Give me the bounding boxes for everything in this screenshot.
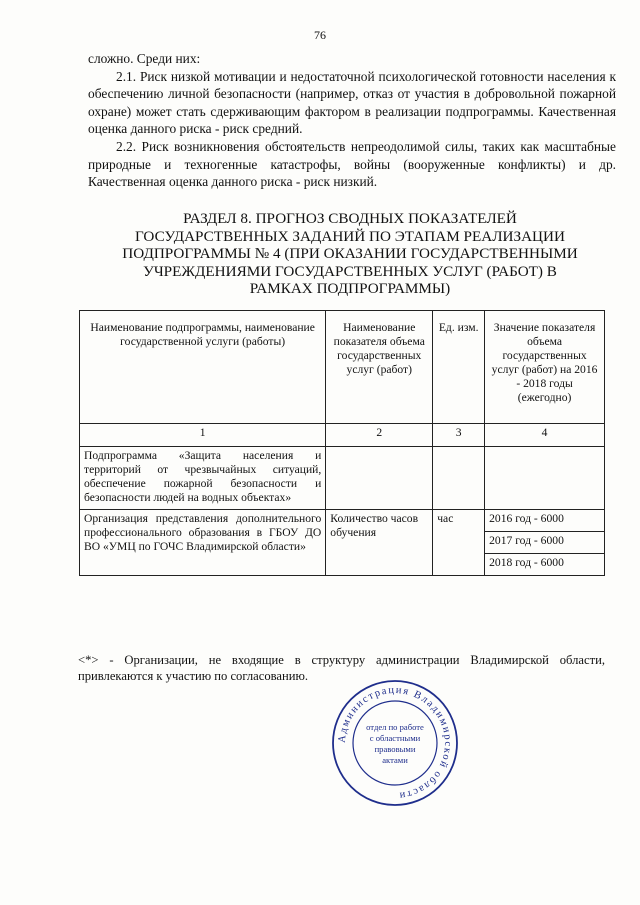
value-2018: 2018 год - 6000 (485, 554, 605, 576)
unit: час (433, 510, 485, 576)
stamp-ring-text: Администрация Владимирской области (336, 684, 454, 801)
indicators-table (79, 310, 605, 576)
header-indicator-name: Наименование показателя объема государственных услуг (работ) (326, 311, 433, 424)
organization-row (80, 510, 605, 532)
table-header-row (80, 311, 605, 424)
empty-cell (326, 447, 433, 510)
intro-line: сложно. Среди них: (88, 51, 201, 66)
subprogram-row (80, 447, 605, 510)
empty-cell (433, 447, 485, 510)
col-number: 4 (485, 424, 605, 447)
footnote: <*> - Организации, не входящие в структуру администрации Владимирской области, привлекаются к участию по согласованию. (78, 653, 605, 683)
col-number: 1 (80, 424, 326, 447)
stamp-seal (330, 678, 460, 808)
intro-text (88, 50, 616, 191)
col-number: 2 (326, 424, 433, 447)
stamp-line: с областными (369, 733, 421, 743)
official-stamp (330, 678, 460, 808)
header-unit: Ед. изм. (433, 311, 485, 424)
value-2017: 2017 год - 6000 (485, 532, 605, 554)
stamp-line: правовыми (374, 744, 416, 754)
indicator-name: Количество часов обучения (326, 510, 433, 576)
section-heading: РАЗДЕЛ 8. ПРОГНОЗ СВОДНЫХ ПОКАЗАТЕЛЕЙ ГОСУДАРСТВЕННЫХ ЗАДАНИЙ ПО ЭТАПАМ РЕАЛИЗАЦИИ ПОДПРОГРАММЫ № 4 (ПРИ ОКАЗАНИИ ГОСУДАРСТВЕННЫМИ УЧРЕЖДЕНИЯМИ ГОСУДАРСТВЕННЫХ УСЛУГ (РАБОТ) В РАМКАХ ПОДПРОГРАММЫ) (122, 210, 578, 297)
page-number: 76 (314, 28, 326, 42)
stamp-line: актами (382, 755, 408, 765)
header-subprogram-name: Наименование подпрограммы, наименование государственной услуги (работы) (80, 311, 326, 424)
risk-2-1-paragraph: 2.1. Риск низкой мотивации и недостаточной психологической готовности населения к обеспечению личной безопасности (например, отказ от участия в добровольной пожарной охране) может стать сдерживающим фактором в реализации подпрограммы. Качественная оценка данного риска - риск средний. (88, 68, 616, 137)
col-number: 3 (433, 424, 485, 447)
value-2016: 2016 год - 6000 (485, 510, 605, 532)
header-value: Значение показателя объема государственных услуг (работ) на 2016 - 2018 годы (ежегодно) (485, 311, 605, 424)
risk-2-2-paragraph: 2.2. Риск возникновения обстоятельств непреодолимой силы, таких как масштабные природные и техногенные катастрофы, войны (вооруженные конфликты) и др. Качественная оценка данного риска - риск низкий. (88, 138, 616, 190)
organization-service-name: Организация представления дополнительного профессионального образования в ГБОУ ДО ВО «УМЦ по ГОЧС Владимирской области» (80, 510, 326, 576)
subprogram-name: Подпрограмма «Защита населения и территорий от чрезвычайных ситуаций, обеспечение пожарной безопасности и безопасности людей на водных объектах» (80, 447, 326, 510)
empty-cell (485, 447, 605, 510)
stamp-line: отдел по работе (366, 722, 424, 732)
column-number-row (80, 424, 605, 447)
